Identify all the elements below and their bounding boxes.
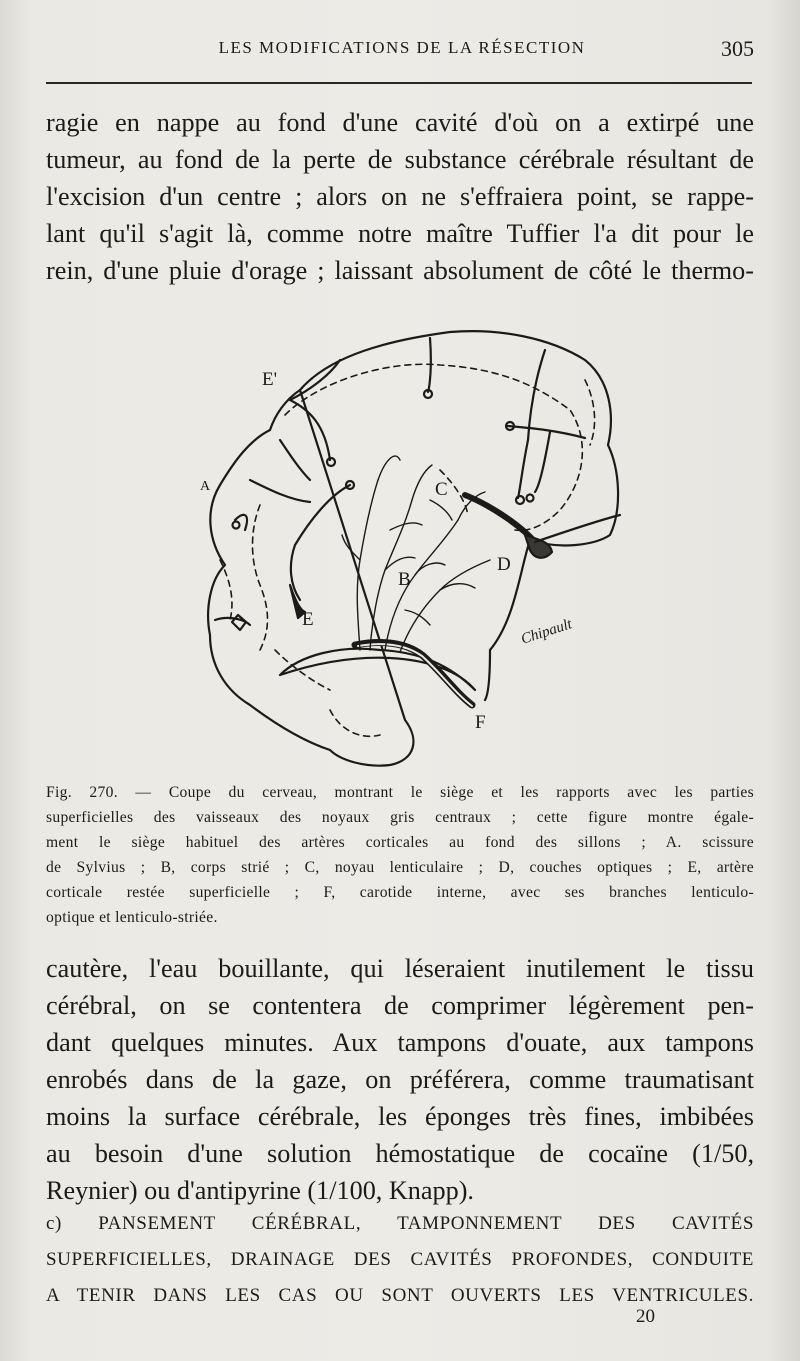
text-line: rein, d'une pluie d'orage ; laissant absolument de côté le thermo- (46, 256, 754, 285)
fig-label-f: F (475, 712, 486, 733)
brain-section-illustration (190, 320, 630, 780)
text-line: lant qu'il s'agit là, comme notre maître Tuffier l'a dit pour le (46, 219, 754, 248)
brain-section-figure (190, 320, 630, 780)
fig-label-d: D (497, 554, 511, 575)
caption-line: de Sylvius ; B, corps strié ; C, noyau lenticulaire ; D, couches optiques ; E, artère (46, 859, 754, 876)
running-head (46, 36, 758, 66)
signature-mark: 20 (636, 1306, 655, 1327)
text-line: ragie en nappe au fond d'une cavité d'où on a extirpé une (46, 108, 754, 137)
text-line: cautère, l'eau bouillante, qui léseraient inutilement le tissu (46, 954, 754, 983)
caption-line: optique et lenticulo-striée. (46, 909, 218, 926)
text-line: dant quelques minutes. Aux tampons d'ouate, aux tampons (46, 1028, 754, 1057)
section-heading (46, 1206, 754, 1314)
fig-label-a: A (200, 479, 211, 494)
caption-line: superficielles des vaisseaux des noyaux gris centraux ; cette figure montre égale- (46, 809, 754, 826)
section-heading-line: c) PANSEMENT CÉRÉBRAL, TAMPONNEMENT DES CAVITÉS (46, 1213, 754, 1234)
figure-caption (46, 780, 754, 930)
artist-signature: Chipault (519, 616, 575, 648)
caption-line: corticale restée superficielle ; F, carotide interne, avec ses branches lenticulo- (46, 884, 754, 901)
section-heading-line: A TENIR DANS LES CAS OU SONT OUVERTS LES VENTRICULES. (46, 1285, 754, 1306)
text-line: enrobés dans de la gaze, on préférera, comme traumatisant (46, 1065, 754, 1094)
section-heading-line: SUPERFICIELLES, DRAINAGE DES CAVITÉS PROFONDES, CONDUITE (46, 1249, 754, 1270)
paragraph-bottom (46, 950, 754, 1209)
fig-label-c: C (435, 479, 448, 500)
text-line: Reynier) ou d'antipyrine (1/100, Knapp). (46, 1176, 474, 1205)
running-title: LES MODIFICATIONS DE LA RÉSECTION (218, 38, 586, 57)
fig-label-b: B (398, 569, 411, 590)
fig-label-e-prime: E' (262, 369, 278, 390)
text-line: l'excision d'un centre ; alors on ne s'effraiera point, se rappe- (46, 182, 754, 211)
paragraph-top (46, 104, 754, 289)
header-rule (46, 82, 752, 84)
text-line: au besoin d'une solution hémostatique de cocaïne (1/50, (46, 1139, 754, 1168)
caption-line: ment le siège habituel des artères corticales au fond des sillons ; A. scissure (46, 834, 754, 851)
text-line: moins la surface cérébrale, les éponges très fines, imbibées (46, 1102, 754, 1131)
text-line: tumeur, au fond de la perte de substance cérébrale résultant de (46, 145, 754, 174)
text-line: cérébral, on se contentera de comprimer légèrement pen- (46, 991, 754, 1020)
page-number: 305 (721, 36, 754, 61)
caption-line: Fig. 270. — Coupe du cerveau, montrant le siège et les rapports avec les parties (46, 784, 754, 801)
fig-label-e: E (302, 609, 314, 630)
